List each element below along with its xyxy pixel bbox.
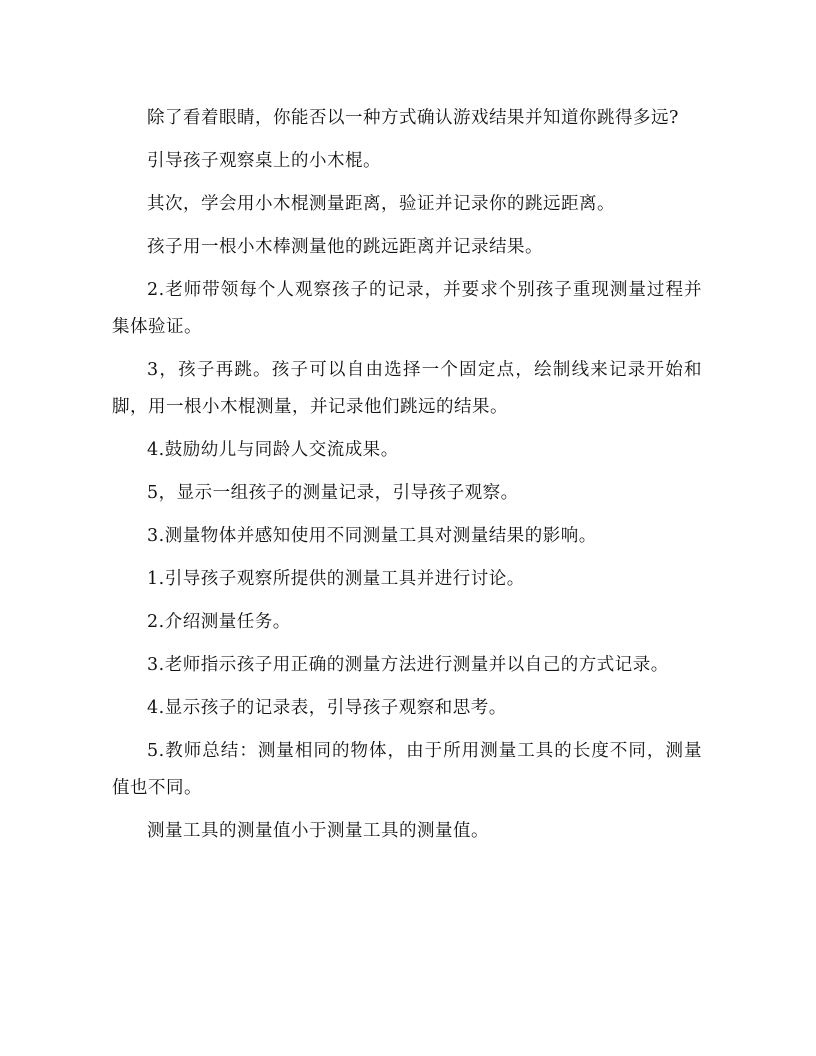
paragraph: 其次，学会用小木棍测量距离，验证并记录你的跳远距离。 — [147, 194, 615, 214]
paragraph: 4.鼓励幼儿与同龄人交流成果。 — [147, 440, 399, 460]
paragraph: 孩子用一根小木棒测量他的跳远距离并记录结果。 — [147, 237, 543, 257]
paragraph: 3，孩子再跳。孩子可以自由选择一个固定点，绘制线来记录开始和脚，用一根小木棍测量，并记录他们跳远的结果。 — [112, 360, 702, 417]
paragraph: 3.老师指示孩子用正确的测量方法进行测量并以自己的方式记录。 — [147, 655, 669, 675]
paragraph: 1.引导孩子观察所提供的测量工具并进行讨论。 — [147, 569, 525, 589]
paragraph: 引导孩子观察桌上的小木棍。 — [147, 151, 381, 171]
paragraph: 2.介绍测量任务。 — [147, 612, 291, 632]
document-body — [112, 100, 702, 850]
paragraph: 5.教师总结：测量相同的物体，由于所用测量工具的长度不同，测量值也不同。 — [112, 741, 702, 798]
paragraph: 3.测量物体并感知使用不同测量工具对测量结果的影响。 — [147, 526, 597, 546]
paragraph: 测量工具的测量值小于测量工具的测量值。 — [147, 821, 489, 841]
paragraph: 2.老师带领每个人观察孩子的记录，并要求个别孩子重现测量过程并集体验证。 — [112, 280, 702, 337]
paragraph: 4.显示孩子的记录表，引导孩子观察和思考。 — [147, 698, 507, 718]
paragraph: 5，显示一组孩子的测量记录，引导孩子观察。 — [147, 483, 519, 503]
paragraph: 除了看着眼睛，你能否以一种方式确认游戏结果并知道你跳得多远? — [147, 108, 679, 128]
